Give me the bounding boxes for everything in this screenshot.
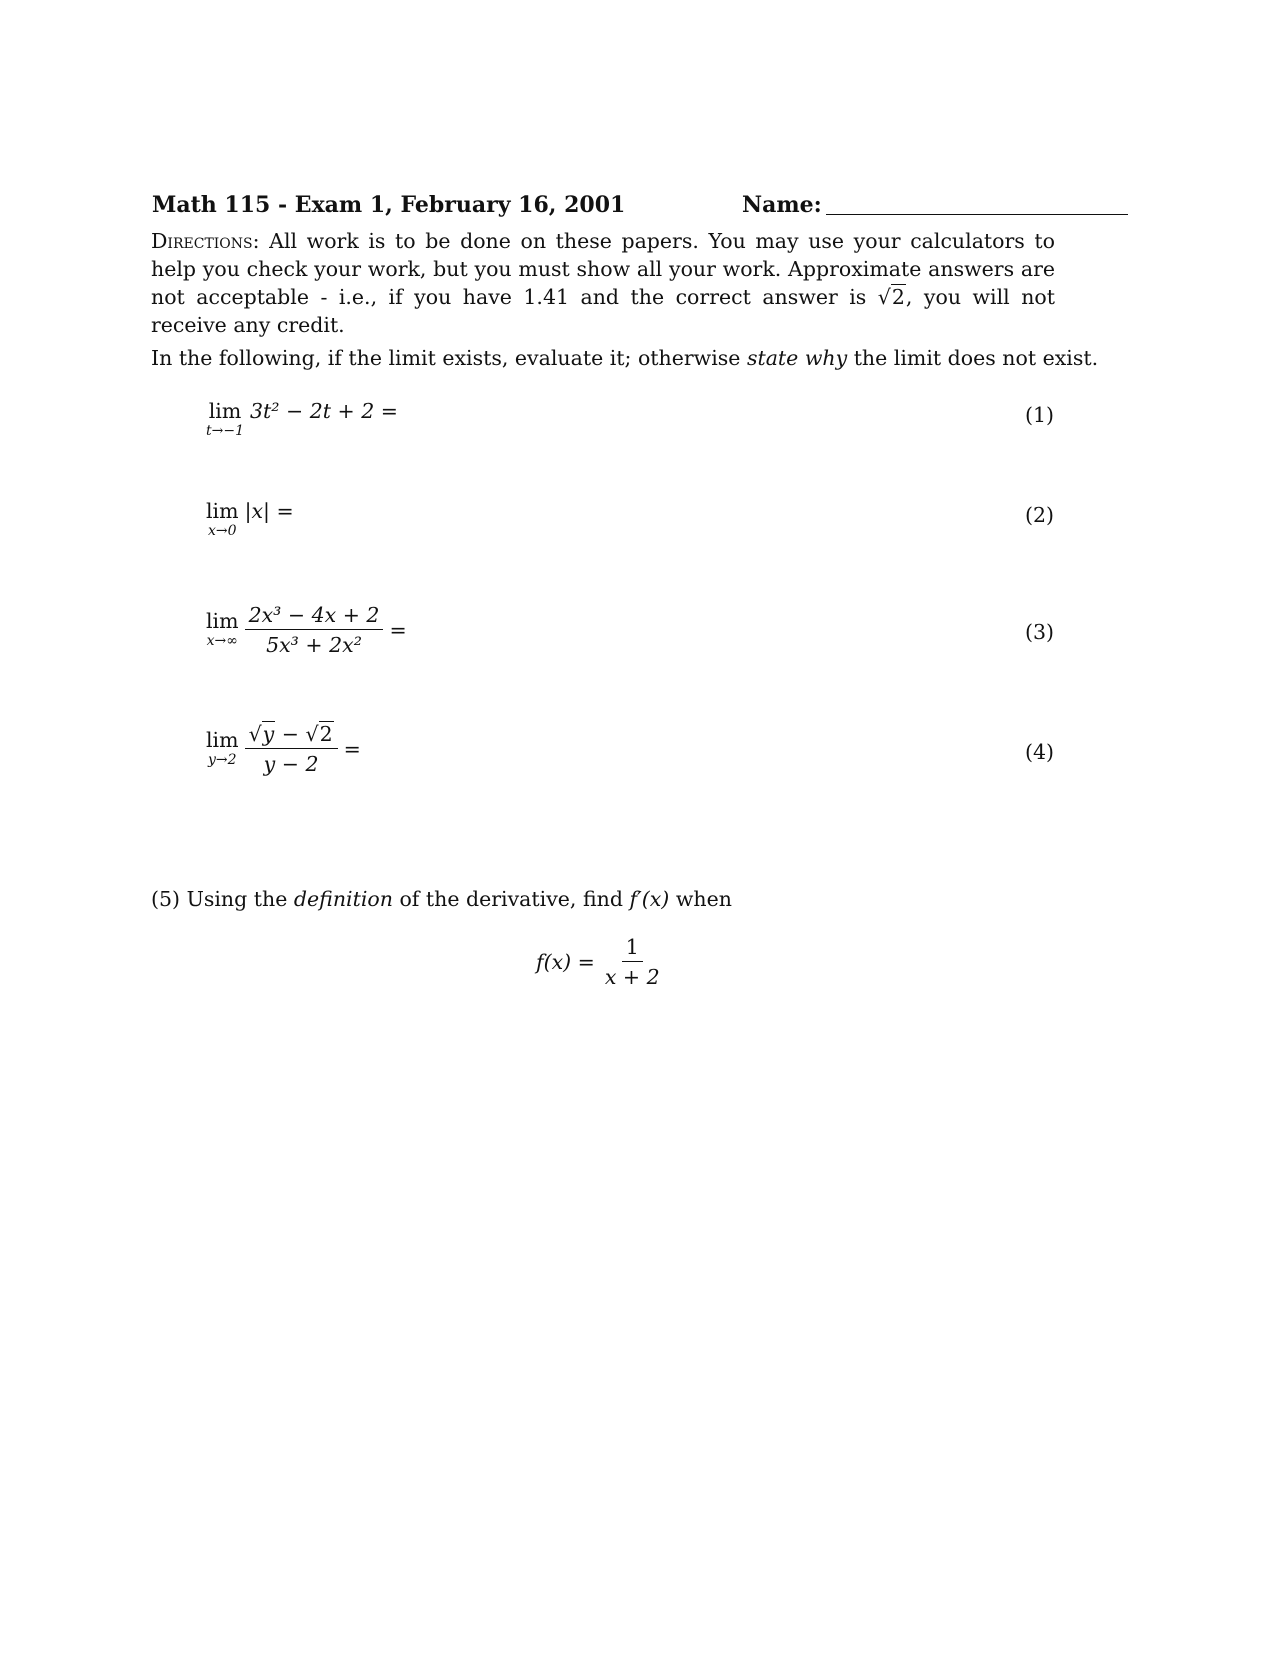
instructions-part2: the limit does not exist. [853,346,1099,370]
equals-sign: = [343,737,361,761]
sqrt-symbol: √y [248,722,275,746]
sqrt-value: 2 [891,285,905,309]
problem-5-number: (5) [151,887,181,911]
limit-operator [206,729,239,769]
lim-word: lim [206,499,239,523]
sqrt-symbol: √2 [877,285,905,309]
limit-operator [206,500,239,540]
equation-number-4: (4) [1024,740,1054,764]
directions-label: Directions: [151,229,260,253]
problem-5-text3: when [675,887,732,911]
equation-number-1: (1) [1024,403,1054,427]
equation-number-3: (3) [1024,620,1054,644]
fraction-denominator: x + 2 [604,965,660,989]
equation-number-2: (2) [1024,503,1054,527]
lim-subscript: y→2 [208,752,237,768]
name-label: Name: [742,192,822,218]
problem-1 [206,400,398,440]
lim-word: lim [206,728,239,752]
exam-title: Math 115 - Exam 1, February 16, 2001 [152,192,626,218]
problem-expression: |x| = [244,499,294,523]
fraction [601,935,664,989]
lim-subscript: x→∞ [206,633,238,649]
limit-operator [206,400,244,440]
sqrt-symbol: √2 [305,722,333,746]
problem-3 [206,603,407,657]
fraction [245,722,338,776]
problem-5-text1: Using the [186,887,288,911]
fraction-numerator: 2x³ − 4x + 2 [245,603,384,630]
fraction-denominator: y − 2 [263,752,319,776]
problem-5-equation [536,935,664,989]
fraction-denominator: 5x³ + 2x² [266,633,362,657]
directions-paragraph [151,227,1055,339]
problem-4 [206,722,361,776]
sqrt-radicand: y [262,722,275,746]
limit-operator [206,610,239,650]
lim-word: lim [206,609,239,633]
instructions-part1: In the following, if the limit exists, evaluate it; otherwise [151,346,741,370]
minus-sign: − [281,722,299,746]
instructions [151,346,1099,370]
problem-5-fprime: f′(x) [629,887,670,911]
sqrt-radicand: 2 [319,722,333,746]
problem-5-emphasis: definition [293,887,393,911]
name-blank-line[interactable] [826,214,1128,215]
problem-5-text [151,887,732,911]
instructions-emphasis: state why [746,346,848,370]
lim-word: lim [208,399,242,423]
equals-sign: = [389,618,407,642]
lim-subscript: x→0 [208,523,237,539]
fraction-numerator [245,722,338,749]
directions-text-end: , you will not receive any credit. [151,285,1055,337]
fraction [245,603,384,657]
problem-expression: 3t² − 2t + 2 = [250,399,398,423]
problem-5-text2: of the derivative, find [399,887,623,911]
directions-text: All work is to be done on these papers. You may use your calculators to help you check your work, but you must show all your work. Approximate answers are not acceptable - i.e., if you have 1.41 and the correct answer is [151,229,1055,309]
lim-subscript: t→−1 [206,423,244,439]
problem-2 [206,500,294,540]
function-lhs: f(x) = [536,950,595,974]
fraction-numerator: 1 [622,935,643,962]
